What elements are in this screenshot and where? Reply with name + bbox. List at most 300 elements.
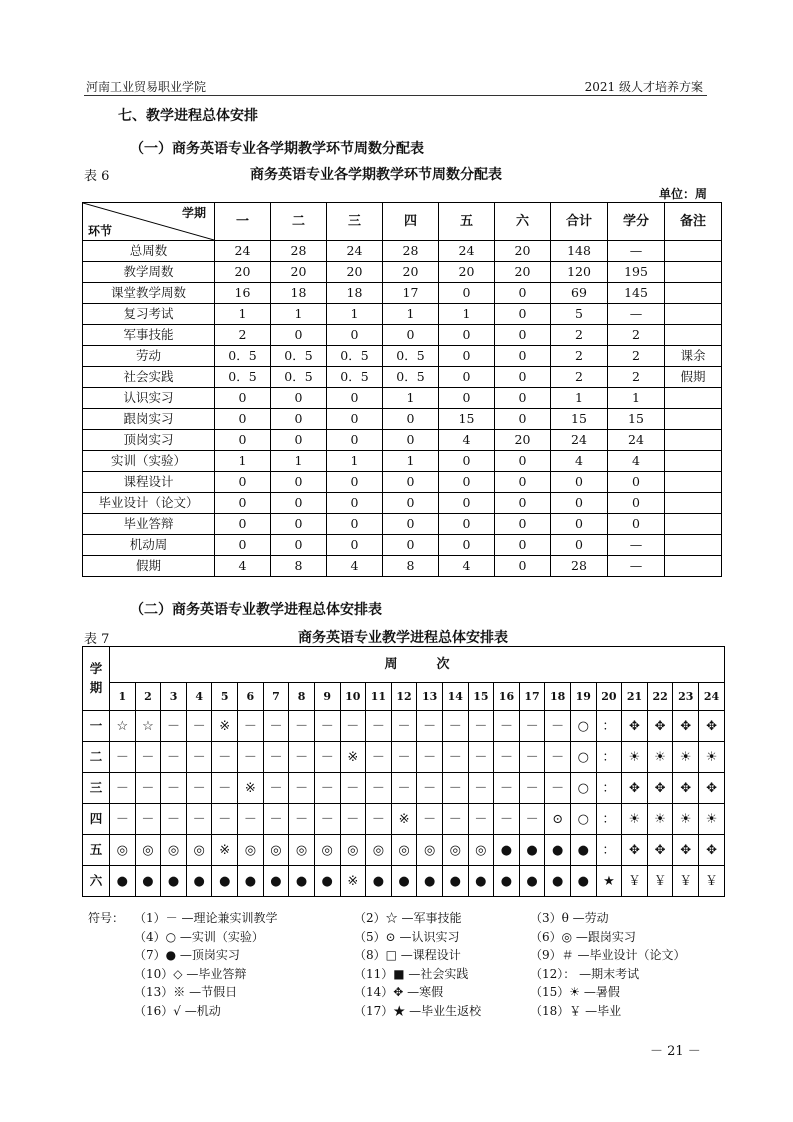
table7-schedule-cell: ： (596, 711, 622, 742)
table7-schedule-cell: ☀ (673, 742, 699, 773)
table6-row (83, 388, 722, 409)
table7-schedule-cell: ✥ (673, 835, 699, 866)
table6-cell: 0 (383, 430, 439, 451)
table7-schedule-cell: ◎ (263, 835, 289, 866)
table6-cell: 0 (215, 535, 271, 556)
table7-week-number: 4 (186, 683, 212, 711)
subsection-2-title: （二）商务英语专业教学进程总体安排表 (130, 602, 382, 618)
table7-schedule-cell: － (289, 804, 315, 835)
table6-row (83, 430, 722, 451)
table6-unit: 单位：周 (658, 187, 707, 201)
table6-row (83, 409, 722, 430)
table7-schedule-cell: ☆ (135, 711, 161, 742)
table7-week-number: 2 (135, 683, 161, 711)
table6-cell: 0 (271, 409, 327, 430)
table7-week-number: 19 (570, 683, 596, 711)
table7-schedule-cell: － (161, 711, 187, 742)
table7-schedule-cell: ● (110, 866, 136, 897)
table7-semester-row (83, 742, 725, 773)
table6-cell: 18 (327, 283, 383, 304)
table6-cell (665, 409, 722, 430)
table6-row (83, 514, 722, 535)
table7-schedule-cell: ￥ (699, 866, 725, 897)
table6-cell: 0 (383, 493, 439, 514)
table7-schedule-cell: － (263, 742, 289, 773)
table6-cell: 4 (215, 556, 271, 577)
table6-cell: 145 (608, 283, 665, 304)
table7-schedule-cell: ◎ (238, 835, 264, 866)
table7-schedule-cell: ✥ (699, 773, 725, 804)
legend-item: （17）★ —毕业生返校 (354, 1003, 482, 1018)
table6-cell: 1 (439, 304, 495, 325)
legend-item: （6）◎ —跟岗实习 (530, 929, 636, 944)
table7-semester-row (83, 866, 725, 897)
table7-week-number: 18 (545, 683, 571, 711)
table6-cell: 4 (608, 451, 665, 472)
table7-schedule-cell: － (442, 773, 468, 804)
table6-col-header: 三 (327, 203, 383, 241)
table6-row (83, 451, 722, 472)
table6-cell: 0 (327, 535, 383, 556)
table6-cell: 0 (271, 430, 327, 451)
table7-schedule-cell: － (238, 804, 264, 835)
table6-cell: 1 (551, 388, 608, 409)
table7-week-number: 12 (391, 683, 417, 711)
legend-item: （15）☀ —暑假 (530, 985, 620, 999)
table7-schedule-cell: ○ (570, 742, 596, 773)
table7-schedule-cell: － (186, 804, 212, 835)
table6-cell: 0 (383, 535, 439, 556)
table6-header-row (83, 203, 722, 241)
table7-semester-label: 四 (83, 804, 110, 835)
table6-cell: 1 (215, 451, 271, 472)
table7-schedule-cell: ☀ (673, 804, 699, 835)
table6-cell: 0 (495, 304, 551, 325)
table6-cell: 1 (327, 304, 383, 325)
table6-col-header: 合计 (551, 203, 608, 241)
legend-item: （18）￥ —毕业 (530, 1003, 622, 1018)
table6-cell: 2 (608, 325, 665, 346)
table6-cell (665, 388, 722, 409)
table7-week-number: 1 (110, 683, 136, 711)
table6-title: 商务英语专业各学期教学环节周数分配表 (250, 167, 502, 183)
table6-cell: 1 (271, 451, 327, 472)
table7-schedule-cell: － (289, 773, 315, 804)
table7-schedule-cell: － (442, 711, 468, 742)
table6-cell: 0 (215, 409, 271, 430)
table6-cell: 0 (439, 388, 495, 409)
table7-week-number: 24 (699, 683, 725, 711)
table7-week-number: 17 (519, 683, 545, 711)
table6-cell: 课余 (665, 346, 722, 367)
table7-schedule-cell: － (519, 773, 545, 804)
table6-cell (665, 556, 722, 577)
table7-schedule-cell: ◎ (391, 835, 417, 866)
table6-cell: 0 (495, 451, 551, 472)
table7-schedule-cell: ✥ (622, 835, 648, 866)
table7-schedule-cell: － (442, 804, 468, 835)
table7-schedule-cell: ● (366, 866, 392, 897)
table7-schedule-cell: ◎ (161, 835, 187, 866)
table6-cell: 0 (383, 514, 439, 535)
table7-schedule-cell: － (468, 804, 494, 835)
table7-week-number: 6 (238, 683, 264, 711)
diag-segment-label: 环节 (88, 224, 113, 238)
table6-cell: 4 (439, 430, 495, 451)
table6-cell: 0 (439, 535, 495, 556)
table6-cell: 2 (215, 325, 271, 346)
table6-cell: 5 (551, 304, 608, 325)
table6-row-label: 课程设计 (83, 472, 215, 493)
table6-cell: 假期 (665, 367, 722, 388)
table6-cell: 0 (215, 493, 271, 514)
table6-cell: 1 (215, 304, 271, 325)
table7-schedule-cell: － (391, 711, 417, 742)
table7-week-number: 22 (647, 683, 673, 711)
table6-cell: 2 (551, 367, 608, 388)
legend-item: （13）※ —节假日 (134, 985, 238, 999)
table6-cell: 0 (495, 388, 551, 409)
table6-cell: 0 (271, 388, 327, 409)
table7-schedule-cell: ※ (238, 773, 264, 804)
table6-cell: 24 (327, 241, 383, 262)
table6-col-header: 五 (439, 203, 495, 241)
table7-schedule-cell: ※ (340, 866, 366, 897)
table6-cell: 2 (551, 346, 608, 367)
table7-schedule-cell: － (494, 711, 520, 742)
table6-cell: 20 (215, 262, 271, 283)
section-title: 七、教学进程总体安排 (118, 108, 258, 124)
table7-schedule-cell: ☀ (622, 742, 648, 773)
table6-cell: 0 (327, 514, 383, 535)
table6-col-header: 四 (383, 203, 439, 241)
table7-schedule-cell: － (494, 773, 520, 804)
legend-item: （9）＃ —毕业设计（论文） (530, 948, 686, 962)
table6-cell: 0 (439, 325, 495, 346)
table7-schedule-cell: － (391, 742, 417, 773)
table7-schedule-cell: － (468, 773, 494, 804)
table7-week-number: 13 (417, 683, 443, 711)
table7-schedule-cell: － (212, 742, 238, 773)
table7-schedule-cell: － (545, 711, 571, 742)
table6-cell: 0 (608, 493, 665, 514)
table7-semester-row (83, 804, 725, 835)
table6-row-label: 毕业设计（论文） (83, 493, 215, 514)
table7-schedule-cell: － (314, 742, 340, 773)
table6-row-label: 复习考试 (83, 304, 215, 325)
table7 (82, 646, 725, 897)
table7-schedule-cell: － (161, 742, 187, 773)
legend-item: （5）⊙ —认识实习 (354, 929, 460, 944)
table7-schedule-cell: － (238, 711, 264, 742)
table7-schedule-cell: ☀ (647, 804, 673, 835)
table7-schedule-cell: ※ (391, 804, 417, 835)
table6-cell: 28 (271, 241, 327, 262)
table7-week-number: 15 (468, 683, 494, 711)
table6-row-label: 跟岗实习 (83, 409, 215, 430)
table6-cell: 0．5 (215, 346, 271, 367)
table7-week-number: 16 (494, 683, 520, 711)
table6-cell: 24 (551, 430, 608, 451)
table7-schedule-cell: ● (417, 866, 443, 897)
table6-cell: 0 (327, 409, 383, 430)
table6-cell: 20 (495, 262, 551, 283)
table6-cell: 0 (495, 325, 551, 346)
table6-row (83, 241, 722, 262)
table6-cell: 20 (495, 241, 551, 262)
table7-title: 商务英语专业教学进程总体安排表 (298, 630, 508, 646)
table6-cell: 0 (495, 535, 551, 556)
table7-schedule-cell: － (340, 711, 366, 742)
table6-cell (665, 514, 722, 535)
table6-cell: 0 (608, 514, 665, 535)
table7-schedule-cell: ● (519, 835, 545, 866)
table7-schedule-cell: ✥ (647, 835, 673, 866)
table6-row-label: 劳动 (83, 346, 215, 367)
table6-cell: 120 (551, 262, 608, 283)
table6-cell: 0 (551, 535, 608, 556)
table7-schedule-cell: ✥ (622, 773, 648, 804)
table7-schedule-cell: － (161, 804, 187, 835)
table7-week-number: 10 (340, 683, 366, 711)
table6-cell (665, 325, 722, 346)
diag-semester-label: 学期 (181, 206, 206, 220)
table7-schedule-cell: ： (596, 742, 622, 773)
table6-cell: 17 (383, 283, 439, 304)
table6-cell: 0 (495, 472, 551, 493)
table7-schedule-cell: － (135, 804, 161, 835)
legend-label: 符号： (88, 911, 125, 925)
table6-cell: 2 (608, 346, 665, 367)
table6-cell: 8 (271, 556, 327, 577)
table7-schedule-cell: － (494, 804, 520, 835)
table7-schedule-cell: ○ (570, 804, 596, 835)
table6-col-header: 一 (215, 203, 271, 241)
table6-col-header: 学分 (608, 203, 665, 241)
table6-cell: 0 (439, 514, 495, 535)
table7-week-number: 21 (622, 683, 648, 711)
table6-col-header: 备注 (665, 203, 722, 241)
table6-cell: 0．5 (327, 346, 383, 367)
legend-item: （1）－ —理论兼实训教学 (134, 911, 278, 925)
table7-schedule-cell: － (417, 804, 443, 835)
table7-week-number: 7 (263, 683, 289, 711)
table6-row-label: 教学周数 (83, 262, 215, 283)
table6-row (83, 535, 722, 556)
table6-cell: 1 (608, 388, 665, 409)
table7-schedule-cell: ● (494, 866, 520, 897)
table6-cell: 28 (551, 556, 608, 577)
table6-cell (665, 430, 722, 451)
legend-item: （7）● —顶岗实习 (134, 948, 240, 962)
table7-week-number: 23 (673, 683, 699, 711)
table6-row-label: 机动周 (83, 535, 215, 556)
table7-schedule-cell: ☀ (699, 804, 725, 835)
table6-cell: 0 (495, 556, 551, 577)
table7-schedule-cell: － (135, 742, 161, 773)
table6-cell: 20 (383, 262, 439, 283)
table6-cell: 0 (495, 409, 551, 430)
table7-schedule-cell: ： (596, 804, 622, 835)
table7-schedule-cell: ☀ (622, 804, 648, 835)
table6-cell (665, 472, 722, 493)
table7-schedule-cell: － (263, 711, 289, 742)
table6-cell: 0．5 (215, 367, 271, 388)
header-school: 河南工业贸易职业学院 (86, 80, 207, 94)
table6-cell: 24 (608, 430, 665, 451)
table7-schedule-cell: ● (545, 835, 571, 866)
table6-cell: 2 (551, 325, 608, 346)
table6-cell: 0 (383, 325, 439, 346)
table6-row (83, 283, 722, 304)
table6-cell: 15 (439, 409, 495, 430)
table7-semester-label: 三 (83, 773, 110, 804)
table7-schedule-cell: ○ (570, 711, 596, 742)
table6-cell: 0 (215, 388, 271, 409)
table7-schedule-cell: － (289, 711, 315, 742)
table7-week-label: 周 次 (110, 647, 725, 683)
table7-schedule-cell: － (519, 711, 545, 742)
table7-schedule-cell: － (417, 742, 443, 773)
table6-cell: 0 (551, 514, 608, 535)
table7-schedule-cell: － (340, 773, 366, 804)
table6-cell: 0 (495, 283, 551, 304)
table7-schedule-cell: － (314, 711, 340, 742)
table6-cell: 0 (439, 472, 495, 493)
table7-week-number: 9 (314, 683, 340, 711)
table6-cell: 0．5 (271, 346, 327, 367)
table6-cell: 0 (327, 472, 383, 493)
table7-schedule-cell: ● (442, 866, 468, 897)
table7-schedule-cell: ※ (340, 742, 366, 773)
table7-schedule-cell: － (186, 742, 212, 773)
table7-schedule-cell: ◎ (417, 835, 443, 866)
table6-cell: 0 (327, 325, 383, 346)
table6-cell (665, 493, 722, 514)
legend-item: （12）： —期末考试 (530, 966, 640, 981)
table7-schedule-cell: ● (519, 866, 545, 897)
table7-schedule-cell: ◎ (186, 835, 212, 866)
table6-cell: 0 (439, 346, 495, 367)
table7-week-number: 8 (289, 683, 315, 711)
header-plan: 2021 级人才培养方案 (584, 80, 703, 94)
table6-row (83, 325, 722, 346)
table6-cell: 0 (215, 430, 271, 451)
table7-schedule-cell: － (161, 773, 187, 804)
table6-cell: 0 (551, 472, 608, 493)
table7-schedule-cell: － (238, 742, 264, 773)
table7-schedule-cell: － (417, 711, 443, 742)
table6-cell: 20 (495, 430, 551, 451)
table7-schedule-cell: ● (135, 866, 161, 897)
table6-cell: 0 (495, 493, 551, 514)
table6-cell: 28 (383, 241, 439, 262)
table6-cell: 0 (495, 514, 551, 535)
table6-cell: 8 (383, 556, 439, 577)
table7-schedule-cell: ● (289, 866, 315, 897)
table7-week-number: 5 (212, 683, 238, 711)
table6-cell: 1 (383, 388, 439, 409)
table6-row (83, 304, 722, 325)
table7-schedule-cell: － (442, 742, 468, 773)
table6-cell: 0 (439, 493, 495, 514)
table6-cell: 0 (215, 514, 271, 535)
table7-schedule-cell: － (468, 711, 494, 742)
table6-row-label: 顶岗实习 (83, 430, 215, 451)
table7-semester-label: 五 (83, 835, 110, 866)
table6-cell: 148 (551, 241, 608, 262)
table6-col-header: 六 (495, 203, 551, 241)
table6-cell (665, 241, 722, 262)
table7-schedule-cell: ● (161, 866, 187, 897)
table7-schedule-cell: ⊙ (545, 804, 571, 835)
table6-cell: 0 (215, 472, 271, 493)
table6-cell: — (608, 241, 665, 262)
table7-schedule-cell: － (110, 773, 136, 804)
table6-row-label: 课堂教学周数 (83, 283, 215, 304)
table7-semester-label: 六 (83, 866, 110, 897)
table7-schedule-cell: － (110, 804, 136, 835)
table7-schedule-cell: － (186, 773, 212, 804)
table6-cell: 0 (271, 325, 327, 346)
table7-schedule-cell: － (314, 773, 340, 804)
table7-schedule-cell: ☀ (699, 742, 725, 773)
table7-semester-header (83, 647, 110, 711)
table6-cell: 4 (439, 556, 495, 577)
table7-schedule-cell: － (391, 773, 417, 804)
table7-week-number: 11 (366, 683, 392, 711)
table7-schedule-cell: ● (570, 866, 596, 897)
table7-schedule-cell: ● (212, 866, 238, 897)
table6-col-header: 二 (271, 203, 327, 241)
table6-cell: 0 (271, 535, 327, 556)
table7-semester-row (83, 773, 725, 804)
legend-item: （3）θ —劳动 (530, 911, 609, 925)
legend-item: （11）■ —社会实践 (354, 966, 469, 981)
table7-week-number: 3 (161, 683, 187, 711)
table7-schedule-cell: ◎ (314, 835, 340, 866)
table6-cell: 69 (551, 283, 608, 304)
table6-cell: 0 (495, 346, 551, 367)
table6-cell: 16 (215, 283, 271, 304)
table7-semester-row (83, 835, 725, 866)
table6-cell: 20 (439, 262, 495, 283)
table6-cell: 15 (608, 409, 665, 430)
table7-schedule-cell: ◎ (442, 835, 468, 866)
table6-row-label: 认识实习 (83, 388, 215, 409)
table6-cell: 0 (271, 472, 327, 493)
table7-schedule-cell: ￥ (622, 866, 648, 897)
table6-cell: 0．5 (383, 367, 439, 388)
table6-cell: 24 (439, 241, 495, 262)
table7-schedule-cell: － (186, 711, 212, 742)
table6-diagonal-header (83, 203, 215, 241)
table6-cell: 195 (608, 262, 665, 283)
table7-schedule-cell: ※ (212, 711, 238, 742)
table7-schedule-cell: － (263, 804, 289, 835)
table6-cell: 4 (327, 556, 383, 577)
header-rule (84, 95, 707, 96)
table7-week-number: 20 (596, 683, 622, 711)
table6-cell: 0 (383, 409, 439, 430)
table6-cell: 0 (271, 514, 327, 535)
table7-caption: 表 7 (84, 632, 110, 647)
table7-week-label-row (83, 647, 725, 683)
table6-row (83, 367, 722, 388)
table6-cell: 1 (327, 451, 383, 472)
table6-cell: 0．5 (383, 346, 439, 367)
table6-cell: 20 (327, 262, 383, 283)
